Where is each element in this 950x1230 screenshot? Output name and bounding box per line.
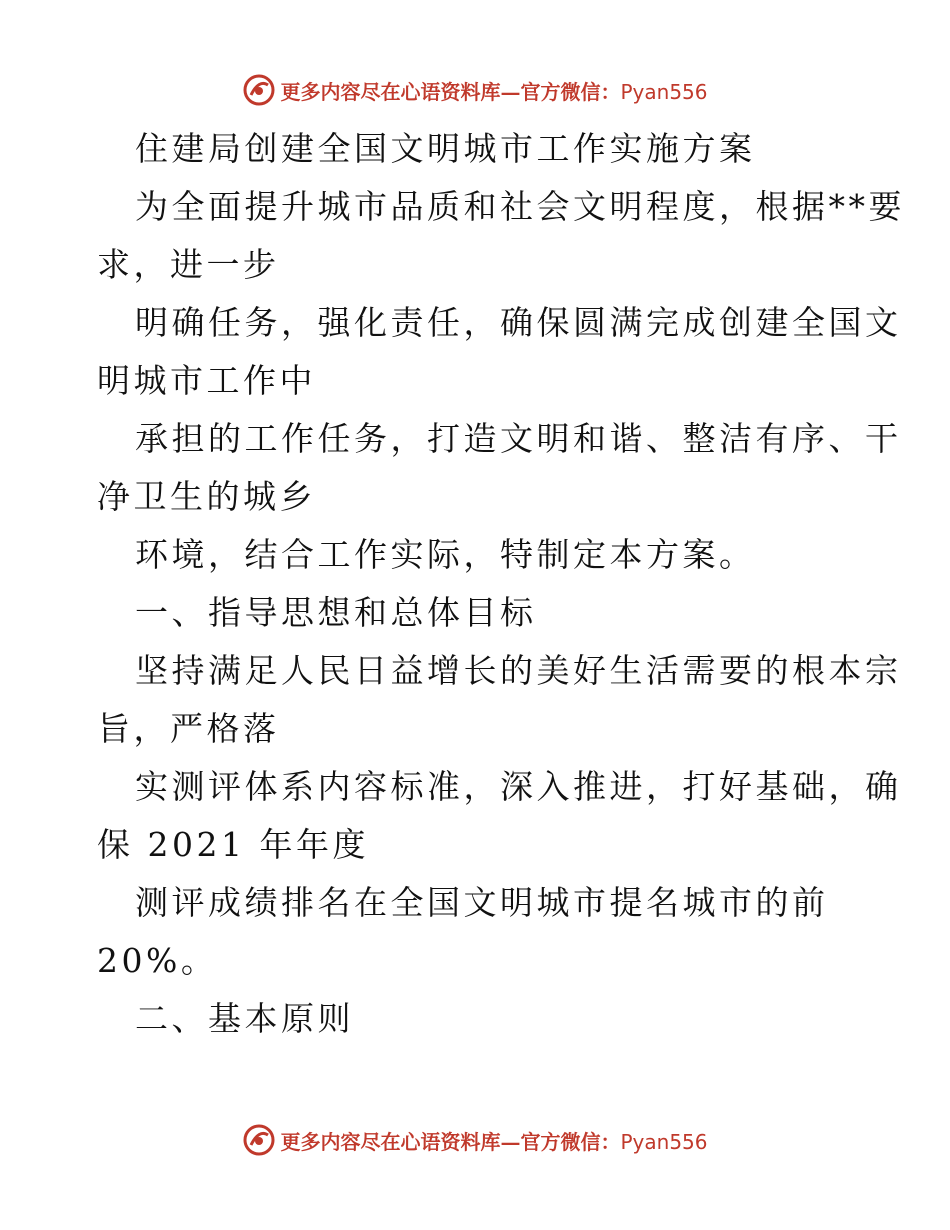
banner-text: 更多内容尽在心语资料库—官方微信：Pyan556	[280, 1129, 708, 1154]
text-line: 测评成绩排名在全国文明城市提名城市的前	[135, 883, 829, 922]
text-line: 环境，结合工作实际，特制定本方案。	[135, 535, 756, 574]
document-body	[97, 120, 905, 1048]
text-line: 承担的工作任务，打造文明和谐、整洁有序、干	[135, 419, 902, 458]
header-banner	[0, 70, 950, 110]
text-line: 实测评体系内容标准，深入推进，打好基础，确	[135, 767, 902, 806]
text-line: 20%。	[97, 941, 218, 980]
text-line: 为全面提升城市品质和社会文明程度，根据**要	[135, 187, 905, 226]
text-line: 一、指导思想和总体目标	[135, 593, 537, 632]
footer-banner	[0, 1120, 950, 1160]
text-line: 明城市工作中	[97, 361, 316, 400]
text-line: 求，进一步	[97, 245, 280, 284]
text-line: 保 2021 年年度	[97, 825, 369, 864]
text-line: 坚持满足人民日益增长的美好生活需要的根本宗	[135, 651, 902, 690]
text-line: 住建局创建全国文明城市工作实施方案	[135, 129, 756, 168]
text-line: 明确任务，强化责任，确保圆满完成创建全国文	[135, 303, 902, 342]
logo-icon	[242, 73, 276, 107]
banner-text: 更多内容尽在心语资料库—官方微信：Pyan556	[280, 79, 708, 104]
text-line: 旨，严格落	[97, 709, 280, 748]
text-line: 净卫生的城乡	[97, 477, 316, 516]
logo-icon	[242, 1123, 276, 1157]
text-line: 二、基本原则	[135, 999, 354, 1038]
